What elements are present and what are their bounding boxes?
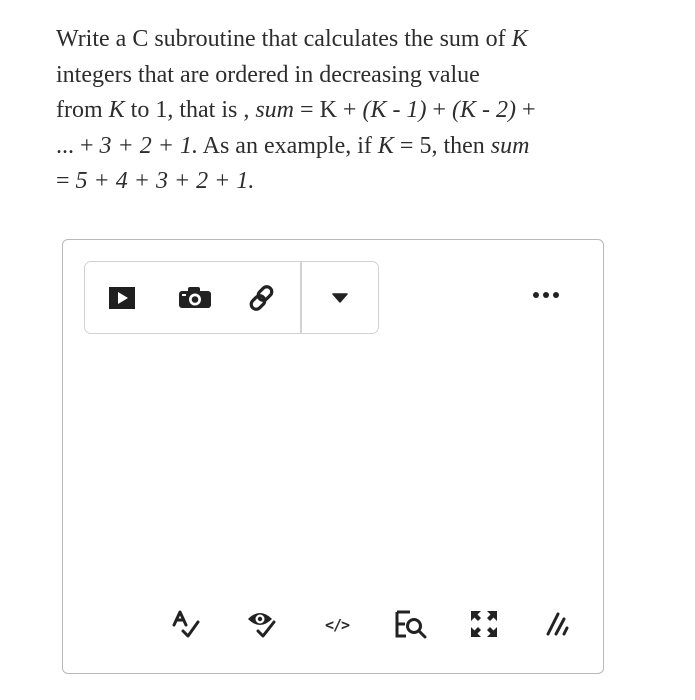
find-replace-icon — [394, 609, 428, 639]
question-text-part: + — [336, 97, 363, 123]
variable-k: K — [377, 132, 394, 159]
question-line-5 — [56, 164, 656, 200]
question-text-part: = — [56, 168, 76, 194]
variable-sum: sum — [255, 97, 295, 123]
link-icon — [247, 283, 277, 313]
accessibility-checker-button[interactable] — [245, 609, 279, 639]
question-text-part: ... + — [56, 132, 100, 159]
expression-term: 5 + 4 + 3 + 2 + 1. — [75, 168, 255, 194]
question-line-3 — [56, 93, 656, 129]
more-options-icon — [533, 292, 539, 298]
dropdown-caret-icon — [332, 292, 348, 304]
question-text-part: + — [515, 97, 536, 123]
accessibility-check-icon — [246, 609, 278, 639]
code-view-icon: </> — [324, 616, 350, 634]
resize-handle-icon — [545, 611, 571, 637]
spellcheck-icon — [171, 610, 201, 638]
variable-sum: sum — [490, 132, 530, 159]
fullscreen-icon — [468, 608, 500, 640]
toolbar-divider — [300, 262, 302, 333]
expression-term: (K - 1) — [362, 97, 427, 123]
question-line-4 — [56, 129, 656, 165]
more-options-icon — [543, 292, 549, 298]
rich-text-editor[interactable] — [62, 239, 604, 674]
variable-k: K — [511, 26, 528, 52]
video-icon — [108, 286, 136, 310]
question-line-2 — [56, 58, 656, 94]
question-text-part: = — [294, 97, 320, 123]
more-options-button[interactable] — [533, 292, 559, 298]
html-source-button[interactable] — [319, 613, 355, 637]
resize-handle[interactable] — [543, 610, 573, 638]
spellcheck-button[interactable] — [170, 609, 202, 639]
expression-term: (K - 2) — [451, 97, 516, 123]
expression-term: K — [319, 97, 337, 123]
fullscreen-button[interactable] — [467, 607, 501, 641]
question-text-part: + — [426, 97, 452, 123]
editor-status-bar — [63, 605, 603, 645]
question-text-part: integers that are ordered in decreasing value — [56, 61, 480, 88]
insert-link-button[interactable] — [245, 282, 279, 314]
find-replace-button[interactable] — [393, 608, 429, 640]
variable-k: K — [108, 97, 125, 123]
camera-icon — [177, 285, 213, 311]
question-line-1 — [56, 22, 656, 58]
editor-toolbar — [84, 261, 379, 334]
question-text-part: As an example, if — [197, 132, 378, 159]
question-text-part: from — [56, 97, 109, 123]
expression-term: 3 + 2 + 1. — [99, 132, 198, 159]
more-options-icon — [553, 292, 559, 298]
question-text-part: Write a C subroutine that calculates the sum of — [56, 26, 512, 52]
insert-image-button[interactable] — [175, 284, 215, 312]
question-text — [56, 22, 656, 200]
more-insert-dropdown[interactable] — [325, 288, 355, 308]
insert-video-button[interactable] — [107, 285, 137, 311]
question-text-part: = 5, then — [393, 132, 491, 159]
question-text-part: to 1, that is , — [124, 97, 256, 123]
